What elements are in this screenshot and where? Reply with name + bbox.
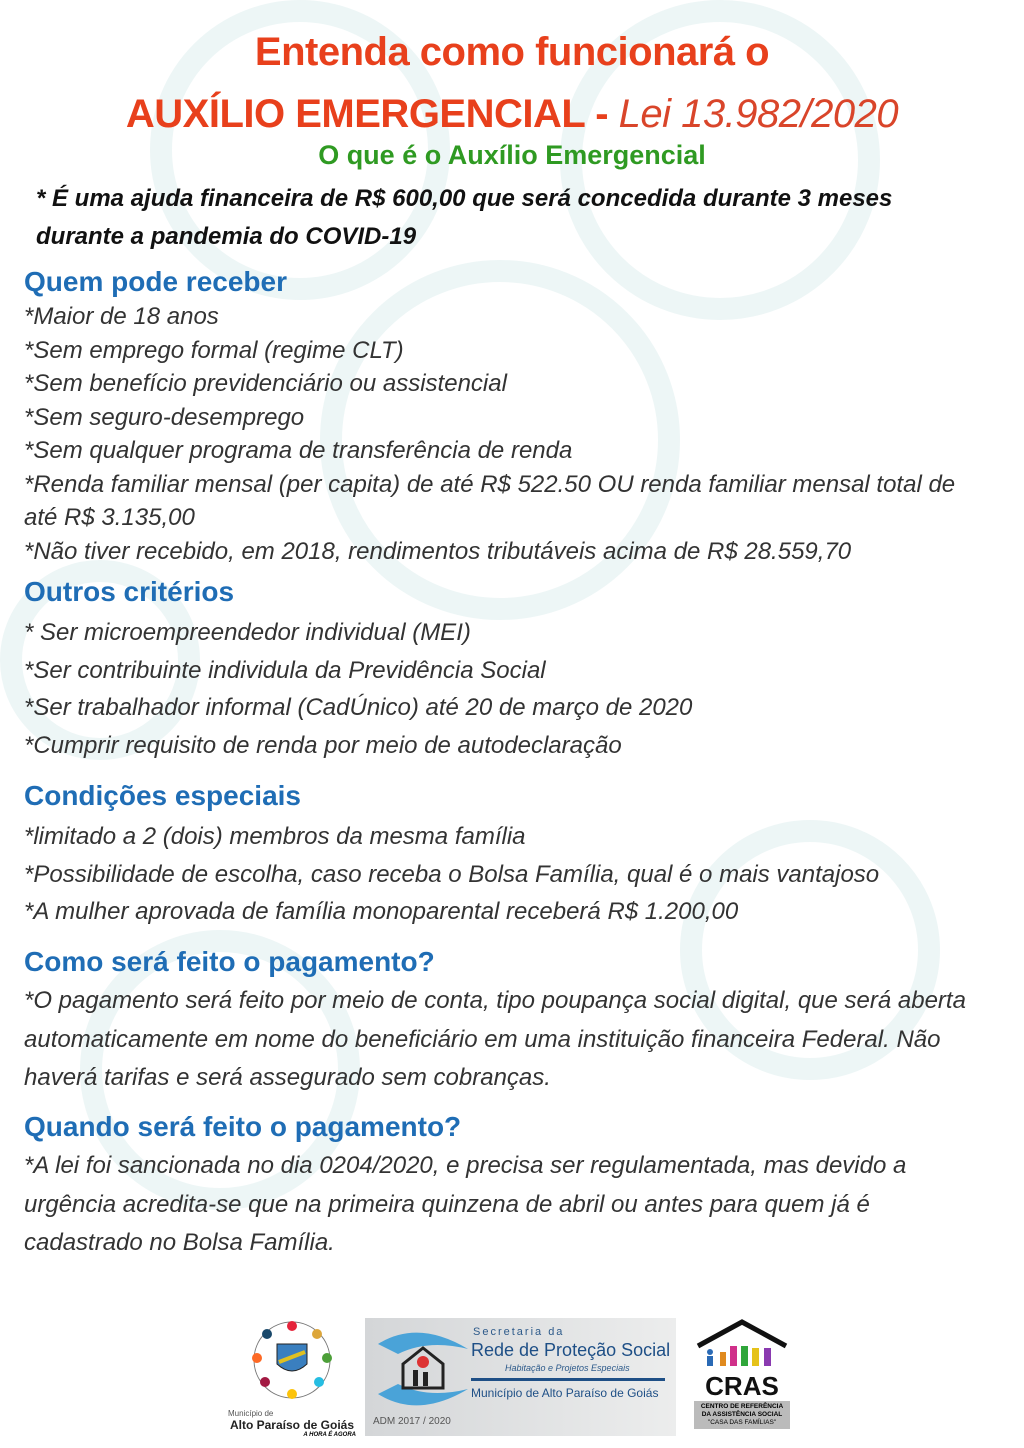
intro-text: * É uma ajuda financeira de R$ 600,00 que será concedida durante 3 meses durante a pandemia do COVID-19 xyxy=(36,185,893,250)
cras-line1: CENTRO DE REFERÊNCIA xyxy=(700,1403,784,1410)
secretaria-line4: Município de Alto Paraíso de Goiás xyxy=(471,1386,659,1400)
section-condicoes-especiais xyxy=(24,778,974,931)
list-item: *Sem qualquer programa de transferência de renda xyxy=(24,437,573,464)
list-item: *Sem benefício previdenciário ou assistencial xyxy=(24,370,507,397)
title-main: AUXÍLIO EMERGENCIAL - xyxy=(125,92,609,136)
list-item: *Renda familiar mensal (per capita) de até R$ 522.50 OU renda familiar mensal total de até R$ 3.135,00 xyxy=(24,470,956,531)
secretaria-line1: Secretaria da xyxy=(473,1326,565,1338)
municipio-seal-icon xyxy=(237,1318,347,1404)
secretaria-divider xyxy=(471,1378,665,1381)
section-heading: Outros critérios xyxy=(24,576,235,607)
footer-logos xyxy=(0,1318,1024,1438)
title-law: Lei 13.982/2020 xyxy=(618,92,899,136)
cras-name: CRAS xyxy=(705,1371,779,1401)
logo-secretaria xyxy=(365,1318,676,1436)
section-heading: Quando será feito o pagamento? xyxy=(24,1111,462,1142)
municipio-small: Município de xyxy=(228,1409,274,1418)
cras-line2: DA ASSISTÊNCIA SOCIAL xyxy=(701,1411,783,1418)
paragraph: *O pagamento será feito por meio de conta, tipo poupança social digital, que será aberta automaticamente em nome do beneficiário em uma instituição financeira Federal. Não haverá tarifas e será assegurado sem cobranças. xyxy=(24,987,966,1091)
list-item: *A mulher aprovada de família monoparental receberá R$ 1.200,00 xyxy=(24,898,739,925)
secretaria-line2: Rede de Proteção Social xyxy=(471,1340,671,1360)
secretaria-adm: ADM 2017 / 2020 xyxy=(373,1416,451,1427)
cras-line3: "CASA DAS FAMÍLIAS" xyxy=(707,1419,777,1426)
list-item: *Possibilidade de escolha, caso receba o Bolsa Família, qual é o mais vantajoso xyxy=(24,860,880,888)
title-line-1: Entenda como funcionará o xyxy=(254,30,770,74)
municipio-tagline: A HORA É AGORA xyxy=(303,1432,356,1438)
section-quem-pode-receber xyxy=(24,264,974,568)
list-item: *limitado a 2 (dois) membros da mesma família xyxy=(24,823,526,850)
list-item: *Maior de 18 anos xyxy=(24,303,219,330)
list-item: *Sem seguro-desemprego xyxy=(24,403,305,431)
municipio-name: Alto Paraíso de Goiás xyxy=(229,1418,355,1432)
list-item: *Ser contribuinte individula da Previdência Social xyxy=(24,656,546,684)
logo-cras xyxy=(690,1318,794,1436)
cras-subtitle-box xyxy=(694,1401,790,1429)
secretaria-line3: Habitação e Projetos Especiais xyxy=(505,1363,630,1373)
list-item: *Não tiver recebido, em 2018, rendimentos tributáveis acima de R$ 28.559,70 xyxy=(24,537,852,565)
section-outros-criterios xyxy=(24,574,974,764)
section-quando-pagamento xyxy=(24,1109,974,1263)
paragraph: *A lei foi sancionada no dia 0204/2020, e precisa ser regulamentada, mas devido a urgência acredita-se que na primeira quinzena de abril ou antes para quem já é cadastrado no Bolsa Família. xyxy=(24,1152,907,1256)
cras-house-people-icon xyxy=(690,1318,794,1368)
title-line-2 xyxy=(0,92,1024,137)
list-item: *Ser trabalhador informal (CadÚnico) até 20 de março de 2020 xyxy=(24,694,693,721)
hands-house-icon xyxy=(373,1324,473,1414)
list-item: *Cumprir requisito de renda por meio de autodeclaração xyxy=(24,731,622,759)
list-item: *Sem emprego formal (regime CLT) xyxy=(24,336,404,364)
list-item: * Ser microempreendedor individual (MEI) xyxy=(24,619,471,646)
section-heading: Quem pode receber xyxy=(24,266,287,297)
section-heading: Como será feito o pagamento? xyxy=(24,946,435,977)
section-como-pagamento xyxy=(24,944,974,1098)
subtitle: O que é o Auxílio Emergencial xyxy=(318,140,706,170)
section-heading: Condições especiais xyxy=(24,780,302,811)
logo-municipio xyxy=(228,1318,356,1436)
